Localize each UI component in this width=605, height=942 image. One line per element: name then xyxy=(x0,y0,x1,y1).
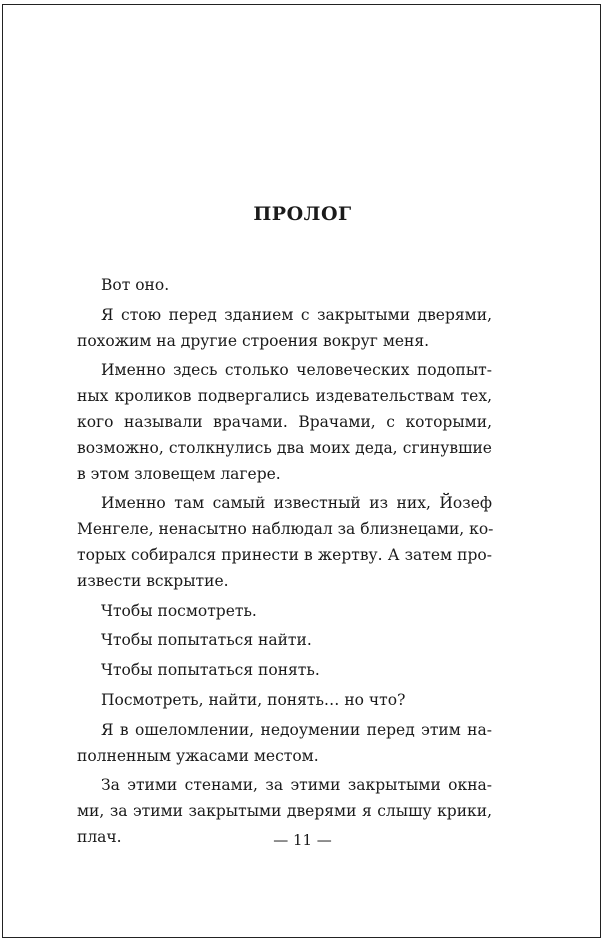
text-line: плач. xyxy=(77,827,122,846)
text-line: извести вскрытие. xyxy=(77,571,229,590)
text-line: кого называли врачами. Врачами, с которыми, xyxy=(77,412,492,431)
paragraph xyxy=(77,718,492,770)
text-line: Чтобы попытаться понять. xyxy=(101,661,320,680)
text-line: Чтобы посмотреть. xyxy=(101,601,257,620)
text-line: За этими стенами, за этими закрытыми окна- xyxy=(101,776,492,795)
text-line: Я стою перед зданием с закрытыми дверями, xyxy=(101,305,492,324)
text-line: Посмотреть, найти, понять… но что? xyxy=(101,690,406,709)
text-line: ных кроликов подвергались издевательствам тех, xyxy=(77,387,492,406)
text-line: похожим на другие строения вокруг меня. xyxy=(77,331,430,350)
paragraph xyxy=(77,491,494,594)
text-line: Именно там самый известный из них, Йозеф xyxy=(101,494,492,513)
text-line: возможно, столкнулись два моих деда, сгинувшие xyxy=(77,438,492,457)
paragraph xyxy=(101,599,492,625)
text-line: Чтобы попытаться найти. xyxy=(101,631,312,650)
paragraph xyxy=(101,273,492,299)
text-line: Вот оно. xyxy=(101,276,170,294)
paragraph xyxy=(77,358,492,487)
text-line: ми, за этими закрытыми дверями я слышу крики, xyxy=(77,802,492,821)
text-line: Менгеле, ненасытно наблюдал за близнецами, ко- xyxy=(77,520,494,539)
chapter-title: ПРОЛОГ xyxy=(253,203,352,225)
paragraph xyxy=(101,688,492,714)
text-line: Я в ошеломлении, недоумении перед этим на- xyxy=(101,720,492,739)
text-line: Именно здесь столько человеческих подопыт- xyxy=(101,361,492,380)
page-number: — 11 — xyxy=(273,831,332,849)
body-text xyxy=(77,273,494,855)
paragraph xyxy=(77,303,492,355)
text-line: в этом зловещем лагере. xyxy=(77,464,281,483)
text-line: полненным ужасами местом. xyxy=(77,746,319,765)
paragraph xyxy=(101,628,492,654)
paragraph xyxy=(101,658,492,684)
text-line: торых собирался принести в жертву. А затем про- xyxy=(77,545,492,564)
